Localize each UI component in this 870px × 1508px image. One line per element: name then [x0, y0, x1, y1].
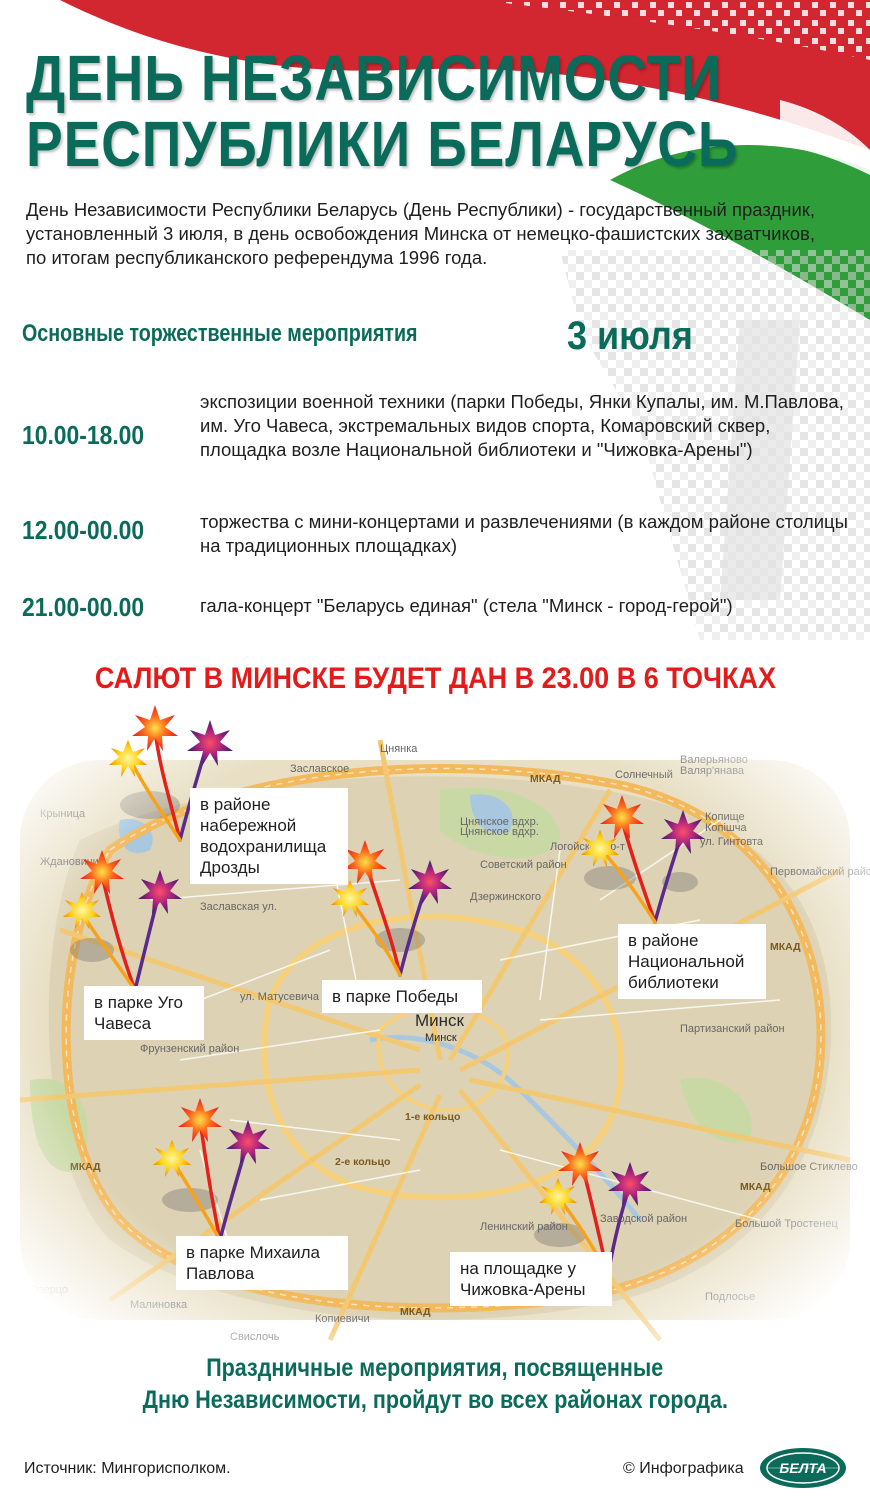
location-label-national-library: в районе Национальной библиотеки [618, 924, 766, 999]
salute-heading-text: САЛЮТ В МИНСКЕ БУДЕТ ДАН В 23.00 В 6 ТОЧКАХ [94, 662, 776, 695]
events-heading [22, 314, 693, 358]
belta-logo [758, 1446, 848, 1490]
event-time: 21.00-00.00 [22, 592, 145, 622]
source-note: Источник: Мингорисполком. [24, 1460, 231, 1477]
event-description: гала-концерт "Беларусь единая" (стела "Минск - город-герой") [200, 595, 733, 616]
location-label-pobedy: в парке Победы [322, 980, 482, 1013]
event-description: торжества с мини-концертами и развлечениями (в каждом районе столицы на традиционных площадках) [200, 511, 848, 556]
events-heading-date: 3 июля [567, 314, 693, 358]
location-label-chizhovka: на площадке у Чижовка-Арены [450, 1252, 612, 1306]
event-time: 12.00-00.00 [22, 515, 145, 545]
location-label-pavlova: в парке Михаила Павлова [176, 1236, 348, 1290]
events-heading-text: Основные торжественные мероприятия [22, 320, 418, 347]
footer-message-line-2: Дню Независимости, пройдут во всех районах города. [142, 1386, 728, 1414]
page-title-line-2: РЕСПУБЛИКИ БЕЛАРУСЬ [26, 108, 739, 180]
location-label-drozdy: в районе набережной водохранилища Дрозды [190, 788, 348, 884]
page-title-line-1: ДЕНЬ НЕЗАВИСИМОСТИ [26, 42, 722, 114]
event-description: экспозиции военной техники (парки Победы, Янки Купалы, им. М.Павлова, им. Уго Чавеса, экстремальных видов спорта, Комаровский сквер, площадка возле Национальной библиотеки и "Чижовка-Арены") [200, 391, 844, 460]
event-time: 10.00-18.00 [22, 420, 145, 450]
credit-note: © Инфографика [623, 1460, 744, 1477]
footer-message [0, 1352, 870, 1416]
logo-text: БЕЛТА [779, 1460, 827, 1476]
intro-paragraph: День Независимости Республики Беларусь (День Республики) - государственный праздник, установленный 3 июля, в день освобождения Минска от немецко-фашистских захватчиков, по итогам республиканского референдума 1996 года. [26, 199, 816, 268]
footer-message-line-1: Праздничные мероприятия, посвященные [206, 1354, 664, 1382]
salute-heading [0, 662, 870, 696]
location-label-ugo-chavesa: в парке Уго Чавеса [84, 986, 204, 1040]
